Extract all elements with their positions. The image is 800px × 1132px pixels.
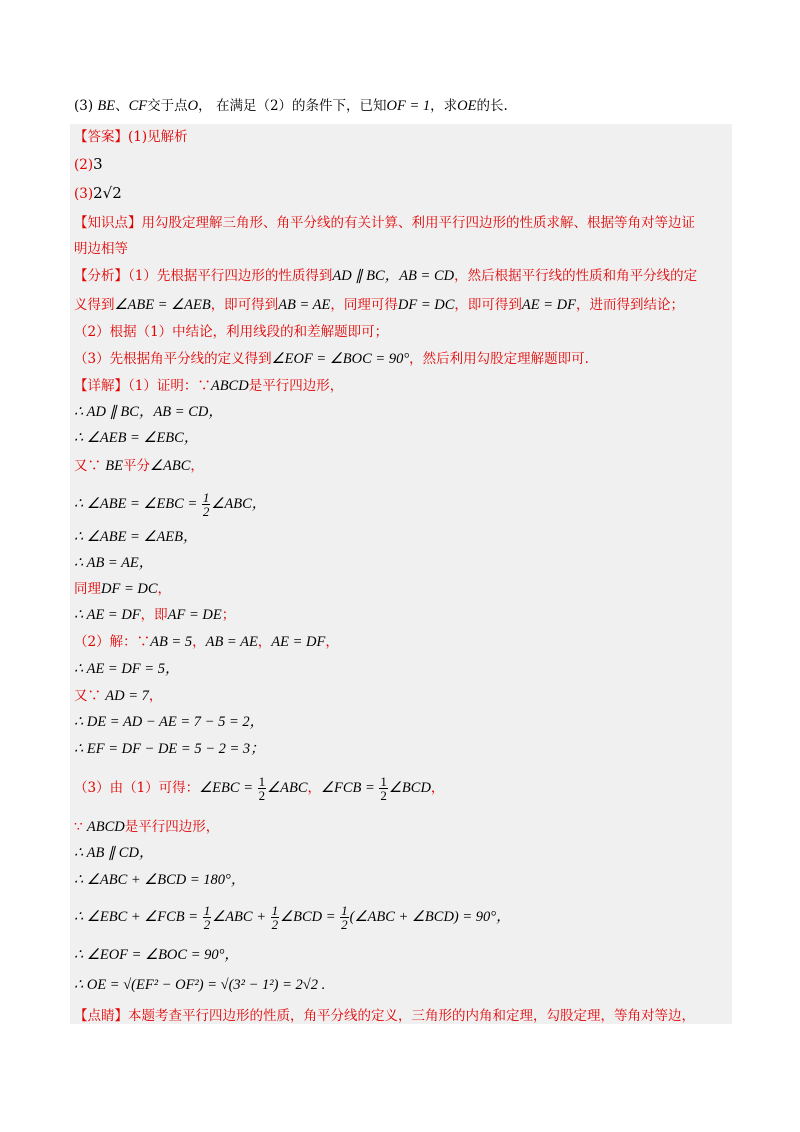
math-expr: ∴ ∠AEB = ∠EBC，: [74, 430, 199, 446]
math-expr: ∠ABC: [267, 780, 308, 796]
detail-text: ，: [430, 780, 445, 796]
solution-block: [70, 124, 732, 1024]
fraction-half: [271, 904, 280, 931]
fraction-num: 1: [203, 903, 211, 918]
detail-text: 是平行四边形，: [248, 378, 344, 394]
detail-line-6: [74, 528, 198, 546]
math-expr: AD ∥ BC，AB = CD: [332, 268, 455, 284]
detail-text: ，: [192, 634, 206, 650]
math-expr: ∴ AD ∥ BC，AB = CD，: [74, 404, 223, 420]
fraction-num: 1: [202, 490, 210, 505]
math-expr: ∴ DE = AD − AE = 7 − 5 = 2，: [74, 714, 265, 730]
math-of-eq: OF = 1: [386, 98, 431, 114]
detail-text: 同理: [74, 581, 101, 597]
detail-line-20: [74, 946, 239, 964]
question-line: [74, 94, 508, 115]
fraction-half: [258, 775, 267, 802]
math-expr: ∠ABC，: [211, 495, 267, 512]
detail-line-19: [74, 904, 511, 931]
detail-line-9: [74, 606, 235, 624]
math-o: O: [187, 98, 199, 114]
math-expr: ∴ ∠ABE = ∠AEB，: [74, 529, 198, 545]
detail-line-7: [74, 554, 153, 572]
detail-line-3: [74, 429, 198, 447]
math-oe: OE: [457, 98, 477, 114]
comment-line: [74, 1007, 695, 1025]
fraction-den: 2: [380, 788, 387, 803]
detail-line-17: [74, 844, 153, 862]
analysis-line-1: [74, 267, 697, 285]
question-number: (3): [74, 98, 98, 114]
question-text: 的长.: [476, 98, 508, 114]
analysis-line-3: [74, 323, 388, 341]
detail-text: ，即: [140, 607, 168, 623]
math-expr: DF = DC: [101, 581, 158, 597]
fraction-den: 2: [258, 788, 266, 803]
detail-line-1: [74, 377, 343, 395]
detail-text: （3）由（1）可得：: [74, 780, 200, 796]
fraction-half: [379, 775, 388, 802]
math-expr: ∠EOF = ∠BOC = 90°: [271, 351, 410, 367]
math-expr: AE = DF: [521, 297, 576, 313]
detail-text: ；: [221, 607, 236, 623]
math-expr: ∴ ∠EOF = ∠BOC = 90°，: [74, 947, 239, 963]
analysis-text: （3）先根据角平分线的定义得到: [74, 351, 272, 367]
detail-text: ，: [325, 634, 339, 650]
detail-text: ，: [257, 634, 272, 650]
analysis-text: ，同理可得: [330, 297, 398, 313]
math-expr: ABCD: [86, 819, 125, 835]
detail-text: ，: [307, 780, 321, 796]
math-expr: ∠EBC =: [199, 780, 257, 796]
detail-line-18: [74, 871, 245, 889]
analysis-text: ，然后根据平行线的性质和角平分线的定: [454, 268, 698, 284]
fraction-num: 1: [258, 774, 266, 789]
question-text: 交于点: [147, 98, 188, 114]
detail-line-8: [74, 580, 171, 598]
math-expr: AF = DE: [167, 607, 222, 623]
math-expr: AE = DF: [271, 634, 326, 650]
fraction-den: 2: [203, 917, 211, 932]
detail-text: 又∵: [74, 688, 106, 704]
detail-line-10: [74, 633, 339, 651]
question-text: ， 在满足（2）的条件下，已知: [198, 98, 387, 114]
math-expr: ∠ABE = ∠AEB: [114, 297, 211, 313]
knowledge-text: 明边相等: [74, 241, 128, 257]
analysis-label: 【分析】: [74, 268, 128, 284]
analysis-text: 义得到: [74, 297, 115, 313]
detail-text: 平分: [123, 458, 151, 474]
fraction-half: [202, 491, 211, 518]
fraction-num: 1: [341, 903, 348, 918]
answer-part2: [74, 155, 103, 174]
math-expr: ∠ABC +: [212, 908, 270, 925]
detail-line-14: [74, 740, 265, 758]
math-expr: ∴ AE = DF: [74, 607, 141, 623]
math-expr: (∠ABC + ∠BCD) = 90°，: [349, 908, 511, 925]
math-expr: AB = AE: [205, 634, 258, 650]
fraction-den: 2: [271, 917, 279, 932]
fraction-num: 1: [380, 774, 387, 789]
answer-part2-value: 3: [93, 155, 103, 173]
math-expr: ∠FCB =: [321, 780, 379, 796]
detail-line-11: [74, 660, 179, 678]
question-sep: 、: [115, 98, 129, 114]
math-expr: ∴ AB = AE，: [74, 555, 154, 571]
detail-line-4: [74, 457, 204, 475]
detail-text: ，: [157, 581, 172, 597]
analysis-text: （2）根据（1）中结论，利用线段的和差解题即可；: [74, 324, 389, 340]
detail-text: （1）证明：∵: [128, 378, 211, 394]
detail-line-15: [74, 775, 444, 802]
fraction-half: [340, 904, 349, 931]
detail-line-12: [74, 687, 162, 705]
math-expr: ABCD: [210, 378, 249, 394]
detail-text: ∵: [74, 819, 87, 835]
math-expr: DF = DC: [397, 297, 455, 313]
math-expr: ∠BCD: [388, 780, 431, 796]
analysis-text: （1）先根据平行四边形的性质得到: [128, 268, 333, 284]
math-expr: ∴ ∠ABE = ∠EBC =: [74, 495, 201, 512]
knowledge-text: 用勾股定理解三角形、角平分线的有关计算、利用平行四边形的性质求解、根据等角对等边证: [141, 215, 695, 231]
detail-text: 又∵: [74, 458, 106, 474]
math-expr: ∴ ∠ABC + ∠BCD = 180°，: [74, 872, 246, 888]
comment-text: 本题考查平行四边形的性质，角平分线的定义，三角形的内角和定理，勾股定理，等角对等边，: [128, 1008, 695, 1024]
math-expr: AB = 5: [150, 634, 193, 650]
detail-line-5: [74, 491, 266, 518]
answer-part3: [74, 184, 122, 203]
detail-text: ，: [148, 688, 163, 704]
knowledge-line-2: [74, 240, 128, 258]
math-expr: ∴ ∠EBC + ∠FCB =: [74, 908, 202, 925]
math-expr: ∴ AB ∥ CD，: [74, 845, 154, 861]
answer-line: [74, 128, 188, 146]
math-be: BE: [97, 98, 116, 114]
detail-text: （2）解：∵: [74, 634, 151, 650]
analysis-line-4: [74, 350, 589, 368]
detail-text: ，: [190, 458, 204, 474]
answer-part1: (1)见解析: [128, 129, 188, 145]
fraction-den: 2: [341, 917, 348, 932]
answer-part3-num: (3): [74, 186, 94, 202]
answer-part3-value: 2√2: [93, 184, 122, 202]
math-cf: CF: [128, 98, 148, 114]
detail-line-2: [74, 403, 223, 421]
analysis-text: ，进而得到结论；: [575, 297, 684, 313]
question-text: ，求: [430, 98, 458, 114]
math-expr: ∴ EF = DF − DE = 5 − 2 = 3；: [74, 741, 265, 757]
math-expr: ∠BCD =: [280, 908, 340, 925]
analysis-text: ，即可得到: [454, 297, 522, 313]
detail-line-21: [74, 976, 325, 994]
math-expr: AB = AE: [278, 297, 331, 313]
detail-label: 【详解】: [74, 378, 128, 394]
detail-line-13: [74, 713, 264, 731]
math-expr: AD = 7: [105, 688, 149, 704]
fraction-den: 2: [202, 504, 210, 519]
knowledge-label: 【知识点】: [74, 215, 142, 231]
math-expr: ∠ABC: [150, 458, 191, 474]
detail-line-16: [74, 818, 219, 836]
detail-text: 是平行四边形，: [124, 819, 220, 835]
math-expr: ∴ AE = DF = 5，: [74, 661, 180, 677]
knowledge-line-1: [74, 214, 695, 232]
math-expr: BE: [105, 458, 124, 474]
answer-label: 【答案】: [74, 129, 128, 145]
analysis-line-2: [74, 296, 684, 314]
analysis-text: ，即可得到: [210, 297, 279, 313]
comment-label: 【点睛】: [74, 1008, 128, 1024]
fraction-half: [203, 904, 212, 931]
analysis-text: ，然后利用勾股定理解题即可.: [409, 351, 589, 367]
answer-part2-num: (2): [74, 157, 94, 173]
fraction-num: 1: [271, 903, 279, 918]
math-expr: ∴ OE = √(EF² − OF²) = √(3² − 1²) = 2√2 .: [74, 977, 326, 993]
